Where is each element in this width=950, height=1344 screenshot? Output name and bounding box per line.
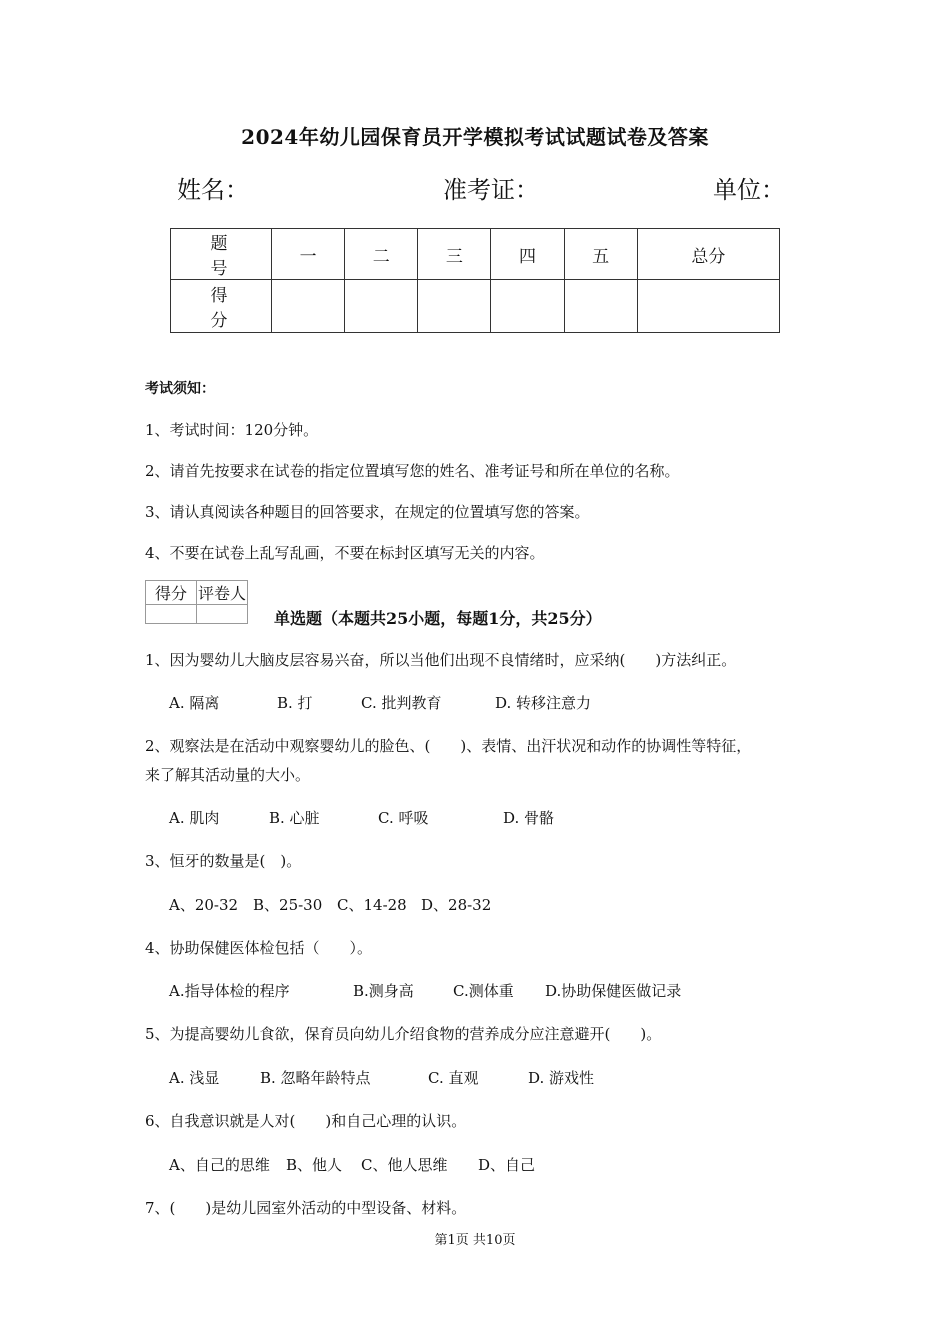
name-field-label: 姓名： xyxy=(177,176,249,204)
question-text: 1、因为婴幼儿大脑皮层容易兴奋，所以当他们出现不良情绪时，应采纳( )方法纠正。 xyxy=(145,651,737,669)
notice-title: 考试须知： xyxy=(145,381,215,397)
option[interactable]: A、自己的思维 xyxy=(169,1156,270,1174)
option[interactable]: B.测身高 xyxy=(353,982,414,1000)
question-text: 6、自我意识就是人对( )和自己心理的认识。 xyxy=(145,1112,467,1130)
score-cell[interactable] xyxy=(272,280,345,333)
score-table-score-row xyxy=(171,280,780,333)
question-options xyxy=(169,692,591,713)
score-cell[interactable] xyxy=(564,280,637,333)
option[interactable]: D.协助保健医做记录 xyxy=(545,982,682,1000)
score-table-header-label: 题 号 xyxy=(171,229,272,280)
grader-score-label: 得分 xyxy=(146,581,197,605)
question-options xyxy=(169,807,554,828)
option[interactable]: B. 心脏 xyxy=(269,809,320,827)
option[interactable]: B、25-30 xyxy=(253,896,323,914)
score-table-score-label: 得 分 xyxy=(171,280,272,333)
option[interactable]: C. 批判教育 xyxy=(361,694,442,712)
score-table-header-cell: 一 xyxy=(272,229,345,280)
option[interactable]: A. 隔离 xyxy=(169,694,220,712)
score-table xyxy=(170,228,780,333)
unit-field-label: 单位： xyxy=(713,176,785,204)
notice-item: 3、请认真阅读各种题目的回答要求，在规定的位置填写您的答案。 xyxy=(145,503,590,521)
option[interactable]: D、28-32 xyxy=(421,896,492,914)
option[interactable]: A、20-32 xyxy=(169,896,239,914)
grader-score-cell[interactable] xyxy=(146,605,197,624)
option[interactable]: D、自己 xyxy=(478,1156,536,1174)
score-table-header-cell: 五 xyxy=(564,229,637,280)
page-footer: 第1页 共10页 xyxy=(434,1233,516,1248)
notice-item: 4、不要在试卷上乱写乱画，不要在标封区填写无关的内容。 xyxy=(145,544,545,562)
option[interactable]: A. 肌肉 xyxy=(169,809,220,827)
option[interactable]: B. 忽略年龄特点 xyxy=(260,1069,371,1087)
score-cell[interactable] xyxy=(491,280,564,333)
grader-reviewer-cell[interactable] xyxy=(197,605,248,624)
score-table-header-cell: 四 xyxy=(491,229,564,280)
page-title: 2024年幼儿园保育员开学模拟考试试题试卷及答案 xyxy=(241,125,709,149)
question-options xyxy=(169,1154,535,1175)
score-cell-total[interactable] xyxy=(637,280,779,333)
option[interactable]: C. 呼吸 xyxy=(378,809,429,827)
question-text: 7、( )是幼儿园室外活动的中型设备、材料。 xyxy=(145,1199,467,1217)
score-table-header-cell: 总分 xyxy=(637,229,779,280)
option[interactable]: B. 打 xyxy=(277,694,313,712)
option[interactable]: D. 转移注意力 xyxy=(495,694,592,712)
option[interactable]: C. 直观 xyxy=(428,1069,479,1087)
option[interactable]: C、14-28 xyxy=(337,896,407,914)
score-table-header-row xyxy=(171,229,780,280)
grader-box xyxy=(145,580,248,624)
score-table-header-cell: 二 xyxy=(345,229,418,280)
question-options xyxy=(169,1067,594,1088)
score-table-header-cell: 三 xyxy=(418,229,491,280)
exam-id-field-label: 准考证： xyxy=(443,176,539,204)
section-title: 单选题（本题共25小题，每题1分，共25分） xyxy=(274,609,602,628)
option[interactable]: D. 游戏性 xyxy=(528,1069,595,1087)
score-cell[interactable] xyxy=(418,280,491,333)
candidate-fields xyxy=(177,170,787,202)
question-options xyxy=(169,894,491,915)
grader-reviewer-label: 评卷人 xyxy=(197,581,248,605)
notice-item: 1、考试时间：120分钟。 xyxy=(145,421,319,439)
notice-item: 2、请首先按要求在试卷的指定位置填写您的姓名、准考证号和所在单位的名称。 xyxy=(145,462,680,480)
option[interactable]: A. 浅显 xyxy=(169,1069,220,1087)
question-text-continued: 来了解其活动量的大小。 xyxy=(145,766,311,784)
option[interactable]: A.指导体检的程序 xyxy=(169,982,290,1000)
question-text: 3、恒牙的数量是( )。 xyxy=(145,852,302,870)
question-text: 5、为提高婴幼儿食欲，保育员向幼儿介绍食物的营养成分应注意避开( )。 xyxy=(145,1025,662,1043)
score-cell[interactable] xyxy=(345,280,418,333)
option[interactable]: C、他人思维 xyxy=(361,1156,448,1174)
option[interactable]: D. 骨骼 xyxy=(503,809,555,827)
option[interactable]: C.测体重 xyxy=(453,982,514,1000)
question-options xyxy=(169,980,681,1001)
question-text: 2、观察法是在活动中观察婴幼儿的脸色、( )、表情、出汗状况和动作的协调性等特征， xyxy=(145,737,752,755)
option[interactable]: B、他人 xyxy=(286,1156,343,1174)
question-text: 4、协助保健医体检包括（ ）。 xyxy=(145,939,373,957)
